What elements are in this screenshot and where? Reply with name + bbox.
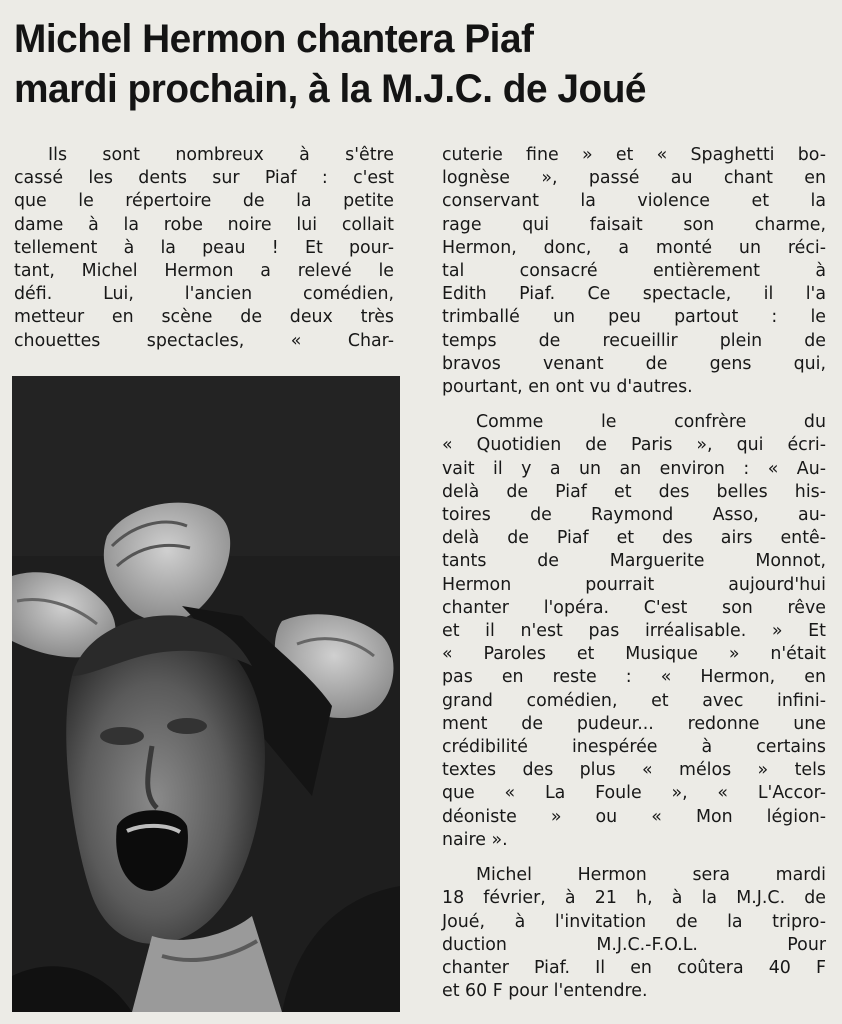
text-line: tal consacré entièrement à xyxy=(442,261,826,282)
text-line: chouettes spectacles, « Char- xyxy=(14,330,394,351)
text-line: Hermon, donc, a monté un réci- xyxy=(442,237,826,258)
text-line: chanter l'opéra. C'est son rêve xyxy=(442,597,826,618)
article-column-right xyxy=(442,144,826,1003)
paragraph-gap xyxy=(442,399,826,411)
text-line: que le répertoire de la petite xyxy=(14,191,394,212)
headline xyxy=(14,14,809,114)
text-line: que « La Foule », « L'Accor- xyxy=(442,783,826,804)
text-line: tellement à la peau ! Et pour- xyxy=(14,237,394,258)
text-line: cuterie fine » et « Spaghetti bo- xyxy=(442,145,826,165)
text-line: Edith Piaf. Ce spectacle, il l'a xyxy=(442,284,826,305)
text-line: et 60 F pour l'entendre. xyxy=(442,981,648,1002)
text-line: Comme le confrère du xyxy=(476,412,826,433)
paragraph-gap xyxy=(442,852,826,864)
text-line: « Quotidien de Paris », qui écri- xyxy=(442,435,826,456)
text-line: textes des plus « mélos » tels xyxy=(442,760,826,781)
text-line: ment de pudeur... redonne une xyxy=(442,713,826,734)
text-line: chanter Piaf. Il en coûtera 40 F xyxy=(442,957,826,978)
text-line: Hermon pourrait aujourd'hui xyxy=(442,574,826,595)
text-line: lognèse », passé au chant en xyxy=(442,168,826,189)
text-line: naire ». xyxy=(442,829,508,850)
text-line: 18 février, à 21 h, à la M.J.C. de xyxy=(442,888,826,909)
text-line: vait il y a un an environ : « Au- xyxy=(442,458,826,479)
text-line: et il n'est pas irréalisable. » Et xyxy=(442,621,826,642)
text-line: bravos venant de gens qui, xyxy=(442,353,826,374)
text-line: Joué, à l'invitation de la tripro- xyxy=(442,911,826,932)
text-line: pas en reste : « Hermon, en xyxy=(442,667,826,688)
text-line: Michel Hermon sera mardi xyxy=(476,865,826,886)
text-line: duction M.J.C.-F.O.L. Pour xyxy=(442,934,826,955)
text-line: tant, Michel Hermon a relevé le xyxy=(14,261,394,282)
text-line: Ils sont nombreux à s'être xyxy=(48,145,394,165)
article-photo xyxy=(12,376,400,1012)
text-line: temps de recueillir plein de xyxy=(442,330,826,351)
article-column-left xyxy=(14,144,394,353)
text-line: pourtant, en ont vu d'autres. xyxy=(442,377,693,398)
text-line: dame à la robe noire lui collait xyxy=(14,214,394,235)
text-line: toires de Raymond Asso, au- xyxy=(442,505,826,526)
text-line: tants de Marguerite Monnot, xyxy=(442,551,826,572)
headline-line-1: Michel Hermon chantera Piaf xyxy=(14,17,534,61)
text-line: défi. Lui, l'ancien comédien, xyxy=(14,284,394,305)
text-line: cassé les dents sur Piaf : c'est xyxy=(14,168,394,189)
text-line: « Paroles et Musique » n'était xyxy=(442,644,826,665)
text-line: rage qui faisait son charme, xyxy=(442,214,826,235)
text-line: conservant la violence et la xyxy=(442,191,826,212)
text-line: crédibilité inespérée à certains xyxy=(442,737,826,758)
headline-line-2: mardi prochain, à la M.J.C. de Joué xyxy=(14,67,647,111)
performer-photo-graphic xyxy=(12,376,400,1012)
text-line: trimballé un peu partout : le xyxy=(442,307,826,328)
text-line: grand comédien, et avec infini- xyxy=(442,690,826,711)
text-line: delà de Piaf et des belles his- xyxy=(442,481,826,502)
text-line: metteur en scène de deux très xyxy=(14,307,394,328)
text-line: delà de Piaf et des airs entê- xyxy=(442,528,826,549)
text-line: déoniste » ou « Mon légion- xyxy=(442,806,826,827)
